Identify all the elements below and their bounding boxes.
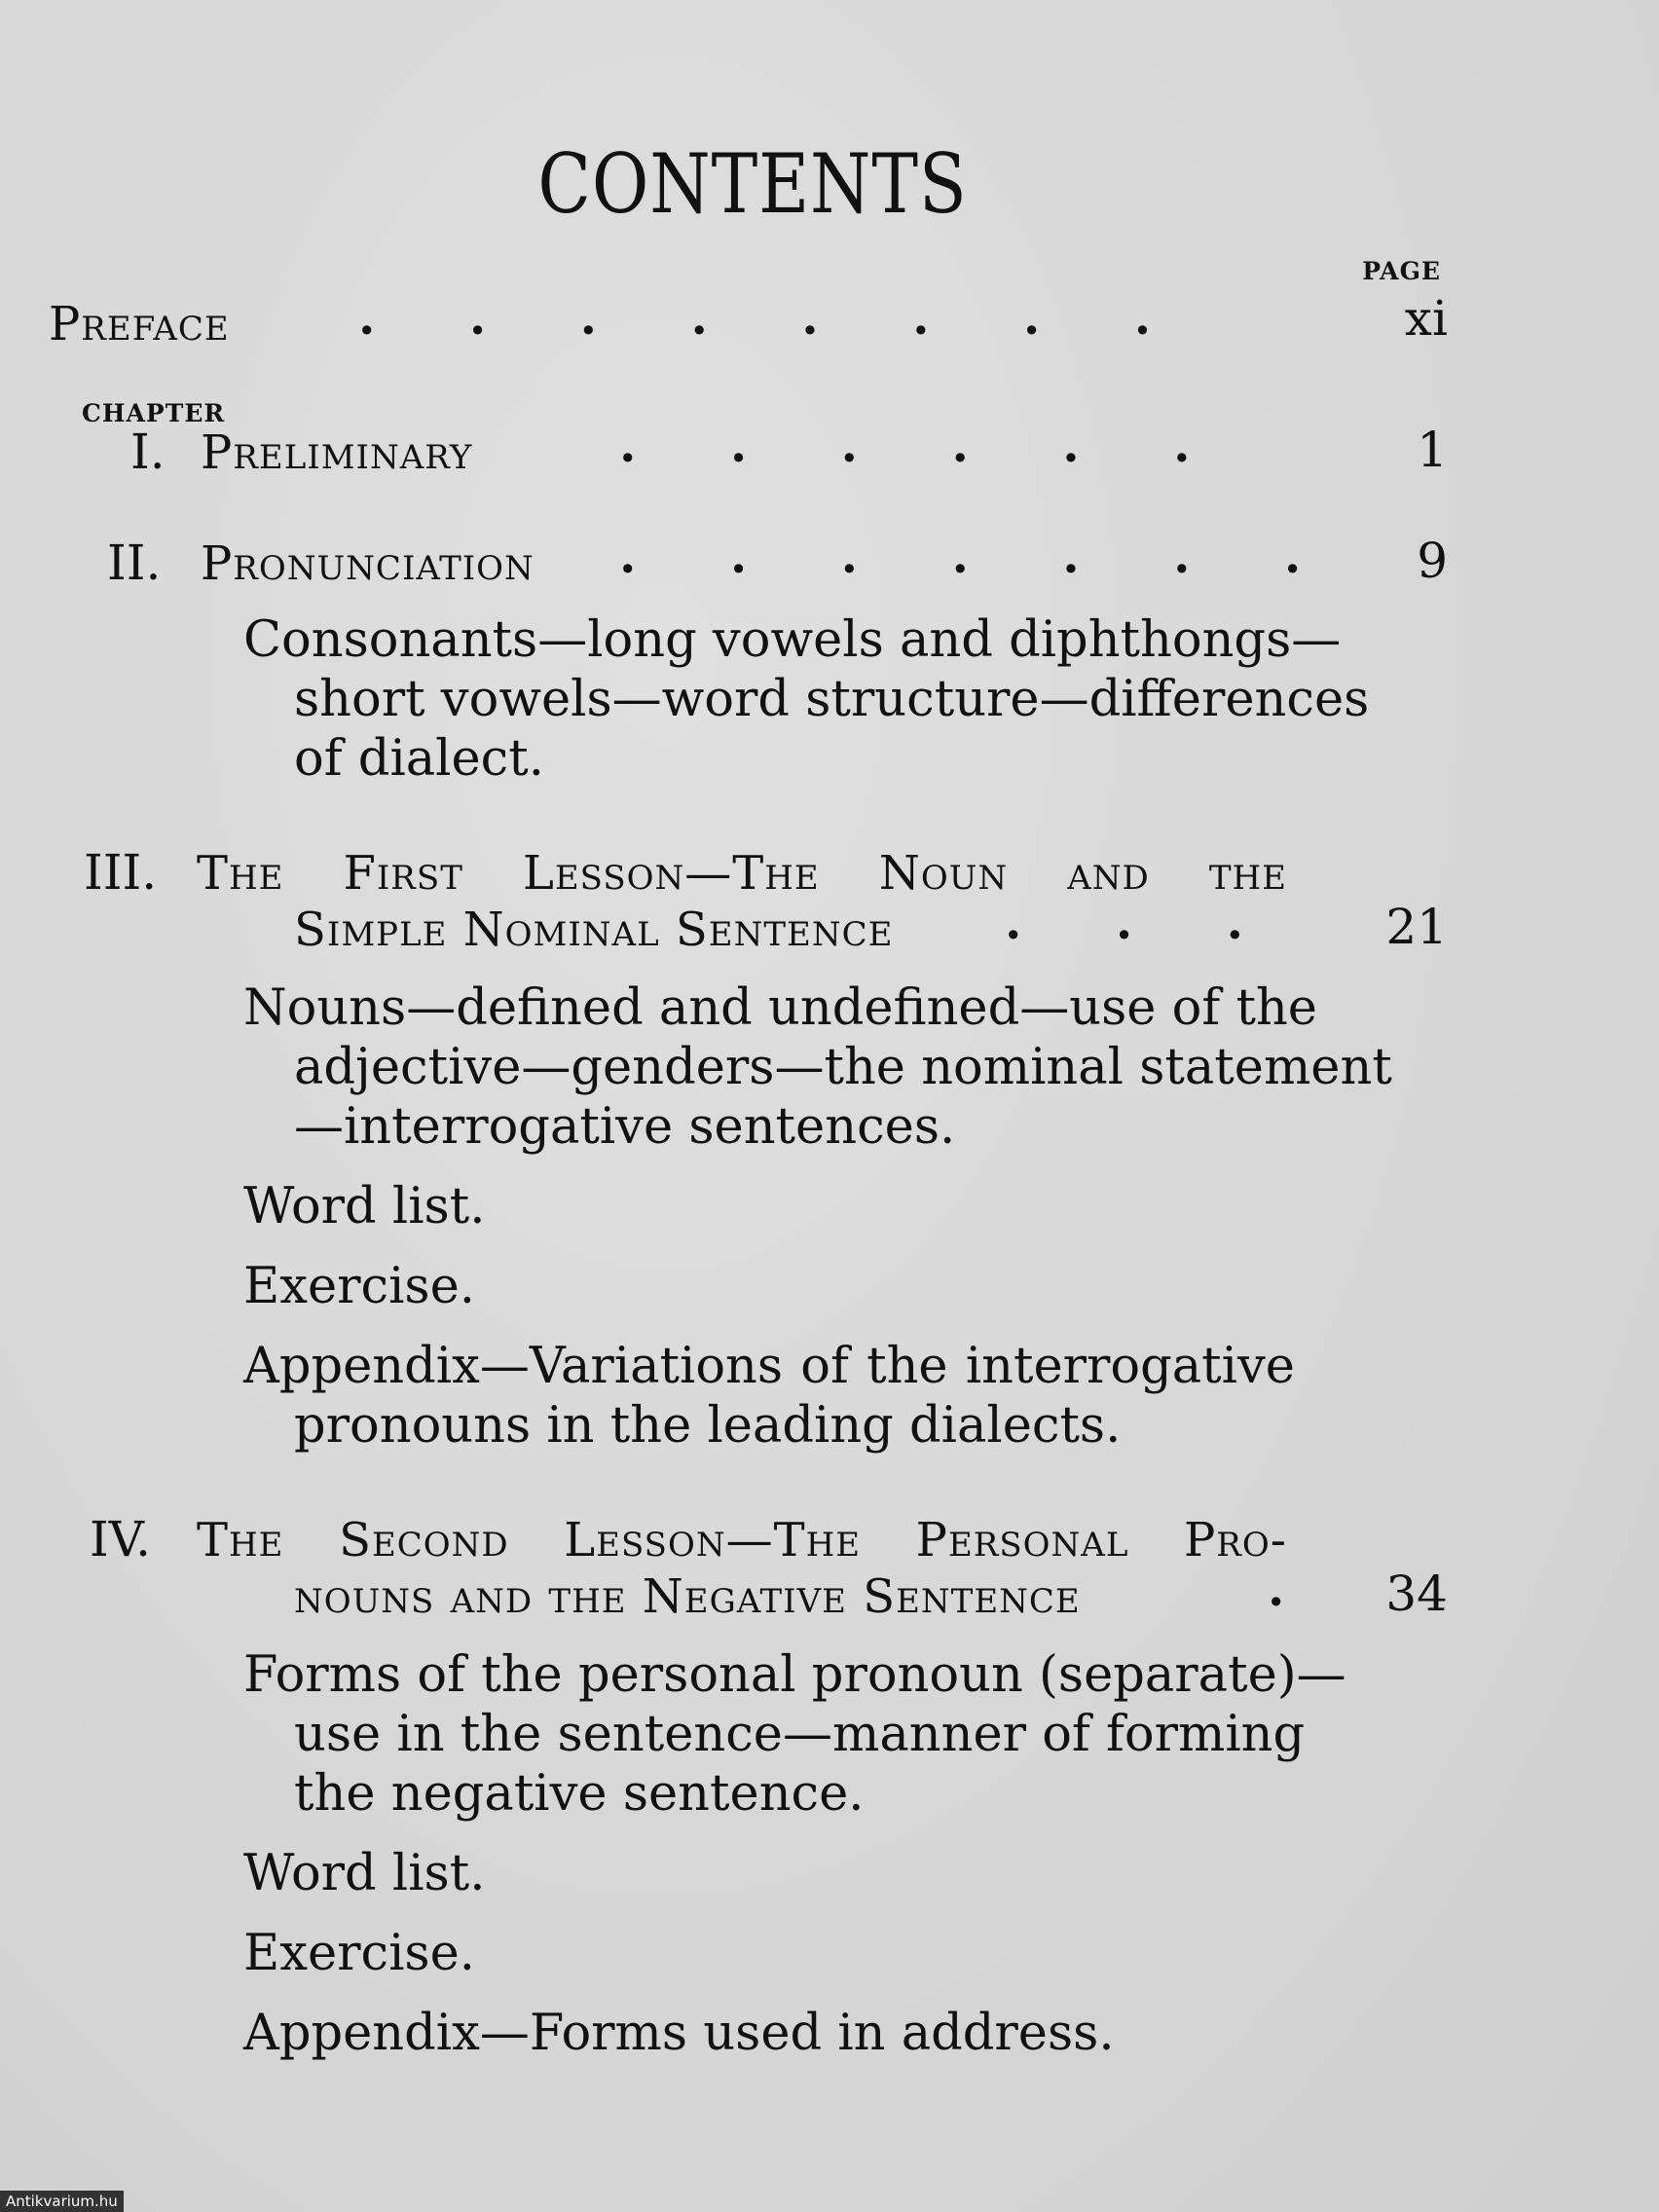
chapter-4-page-number: 34 [1385, 1566, 1448, 1622]
chapter-1-numeral: I. [130, 424, 166, 480]
appendix-line: pronouns in the leading dialects. [294, 1397, 1122, 1455]
chapter-3-leader-dots: . . . [1005, 893, 1244, 950]
summary-line: the negative sentence. [294, 1765, 865, 1823]
preface-leader-dots: . . . . . . . . [358, 288, 1152, 346]
chapter-4-title-line-1: The Second Lesson—The Personal Pro- [197, 1513, 1287, 1567]
chapter-3-title-line-1: The First Lesson—The Noun and the [197, 846, 1287, 901]
appendix-line: Appendix—Variations of the interrogative [243, 1338, 1295, 1395]
summary-line: adjective—genders—the nominal statement [294, 1039, 1392, 1096]
preface-label: Preface [49, 297, 230, 351]
chapter-2-page-number: 9 [1417, 533, 1448, 589]
page-title: CONTENTS [537, 136, 968, 232]
chapter-3-title-line-2: Simple Nominal Sentence [294, 903, 894, 957]
appendix-entry: Appendix—Forms used in address. [243, 2005, 1115, 2062]
summary-line: Nouns—defined and undefined—use of the [243, 979, 1317, 1037]
chapter-4-leader-dots: . [1268, 1560, 1285, 1617]
chapter-2-title: Pronunciation [201, 536, 535, 591]
chapter-2-summary [243, 610, 1370, 789]
chapter-4-summary [243, 1645, 1346, 2063]
page-column-label: PAGE [1362, 257, 1441, 285]
preface-page-number: xi [1404, 290, 1448, 347]
summary-line: Forms of the personal pronoun (separate)— [243, 1646, 1346, 1704]
chapter-3-page-number: 21 [1385, 899, 1448, 955]
summary-line: of dialect. [294, 730, 544, 788]
word-list-entry: Word list. [243, 1178, 486, 1235]
chapter-3-summary [243, 978, 1392, 1456]
chapter-1-leader-dots: . . . . . . [619, 416, 1191, 473]
chapter-1-page-number: 1 [1417, 422, 1448, 478]
chapter-2-leader-dots: . . . . . . . [619, 527, 1302, 584]
chapter-2-numeral: II. [107, 535, 162, 591]
chapter-3-numeral: III. [84, 844, 158, 901]
watermark: Antikvarium.hu [0, 2191, 124, 2212]
exercise-entry: Exercise. [243, 1925, 475, 1982]
exercise-entry: Exercise. [243, 1258, 475, 1315]
chapter-4-numeral: IV. [90, 1511, 152, 1567]
summary-line: —interrogative sentences. [294, 1098, 956, 1156]
chapter-4-title-line-2: nouns and the Negative Sentence [294, 1569, 1081, 1624]
summary-line: use in the sentence—manner of forming [294, 1706, 1306, 1763]
summary-line: short vowels—word structure—differences [294, 671, 1370, 728]
word-list-entry: Word list. [243, 1845, 486, 1902]
summary-line: Consonants—long vowels and diphthongs— [243, 611, 1342, 669]
chapter-1-title: Preliminary [201, 425, 473, 480]
chapter-column-label: CHAPTER [82, 399, 226, 427]
